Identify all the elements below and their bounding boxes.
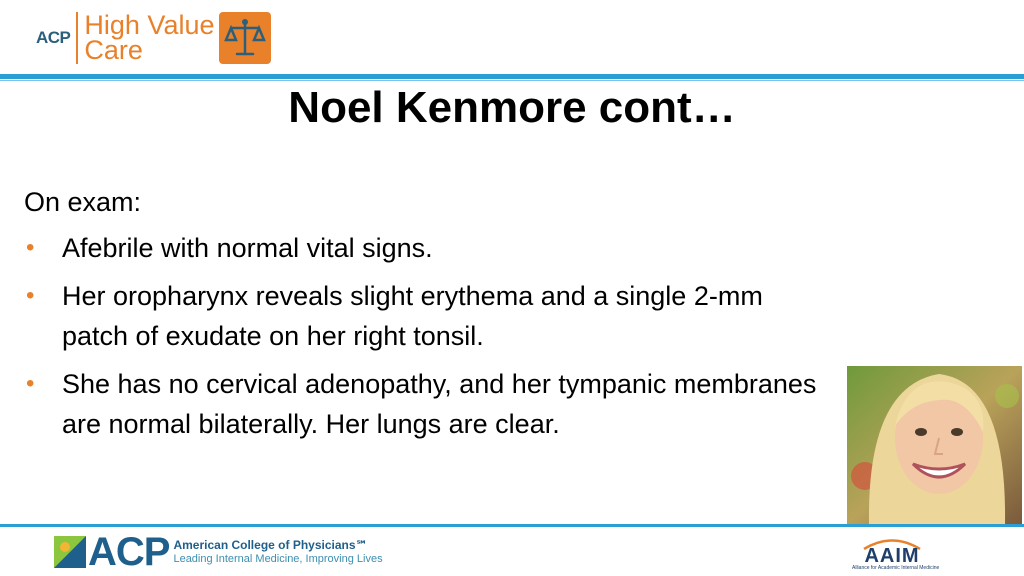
aaim-logo — [852, 536, 968, 572]
exam-findings-list — [24, 228, 824, 444]
slide-body — [24, 182, 824, 452]
bullet-icon: • — [26, 282, 35, 309]
hv-logo-line1: High Value — [84, 10, 215, 40]
list-item — [24, 364, 824, 444]
aaim-subtitle: Alliance for Academic Internal Medicine — [852, 565, 940, 571]
aaim-letters: AAIM — [864, 545, 920, 567]
bullet-icon: • — [26, 370, 35, 397]
exam-intro: On exam: — [24, 187, 142, 217]
hv-logo-acp: ACP — [36, 28, 71, 47]
hv-logo-text — [84, 10, 215, 65]
hv-logo-divider — [76, 12, 78, 64]
hv-logo-line2: Care — [84, 35, 143, 65]
list-item — [24, 228, 824, 268]
list-item — [24, 276, 824, 356]
list-item-text: She has no cervical adenopathy, and her tympanic membranes are normal bilaterally. Her lungs are clear. — [62, 369, 817, 439]
header-rule — [0, 74, 1024, 79]
footer-rule — [0, 524, 1024, 527]
acp-footer-tagline: Leading Internal Medicine, Improving Lives — [173, 553, 383, 565]
scales-icon — [219, 12, 271, 64]
patient-photo — [847, 366, 1022, 524]
acp-emblem-icon — [54, 536, 86, 568]
acp-footer-letters: ACP — [88, 530, 170, 574]
high-value-care-logo — [36, 8, 271, 68]
acp-footer-names — [173, 538, 382, 566]
acp-footer-name: American College of Physicians℠ — [173, 538, 368, 552]
acp-footer-logo — [54, 532, 383, 572]
list-item-text: Afebrile with normal vital signs. — [62, 233, 433, 263]
list-item-text: Her oropharynx reveals slight erythema and a single 2-mm patch of exudate on her right tonsil. — [62, 281, 763, 351]
bullet-icon: • — [26, 234, 35, 261]
slide-title: Noel Kenmore cont… — [288, 83, 736, 132]
